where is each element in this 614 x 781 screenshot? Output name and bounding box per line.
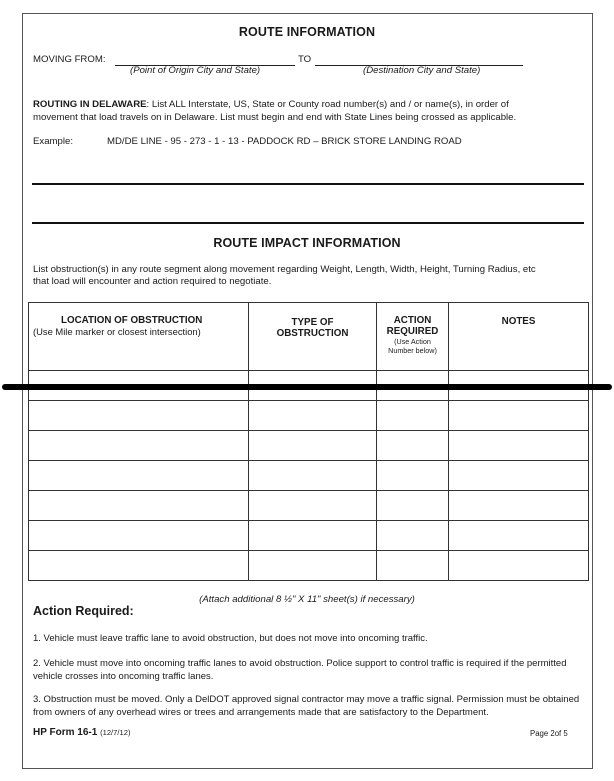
action-cell[interactable] — [377, 551, 449, 581]
strike-through-bar — [2, 384, 612, 390]
table-row — [29, 551, 589, 581]
routing-label: ROUTING IN DELAWARE — [33, 99, 147, 110]
table-row — [29, 521, 589, 551]
column-header-type — [249, 303, 377, 371]
route-information-title: ROUTE INFORMATION — [238, 25, 376, 39]
form-date: (12/7/12) — [100, 728, 131, 737]
action-cell[interactable] — [377, 401, 449, 431]
notes-cell[interactable] — [449, 521, 589, 551]
notes-cell[interactable] — [449, 401, 589, 431]
to-label: TO — [298, 54, 312, 65]
type-cell[interactable] — [249, 401, 377, 431]
impact-instructions-2: that load will encounter and action required to negotiate. — [33, 276, 272, 287]
table-row — [29, 431, 589, 461]
route-impact-title: ROUTE IMPACT INFORMATION — [213, 236, 401, 250]
column-header-location — [29, 303, 249, 371]
attach-note: (Attach additional 8 ½" X 11" sheet(s) if necessary) — [199, 594, 415, 605]
type-header-line-2: OBSTRUCTION — [276, 328, 349, 339]
routing-line-2[interactable] — [32, 222, 584, 224]
table-row — [29, 491, 589, 521]
action-item-2: 2. Vehicle must move into oncoming traffic lanes to avoid obstruction. Police support to control traffic is required if the permitted vehicle crosses into oncoming traffic lanes. — [33, 658, 567, 682]
location-cell[interactable] — [29, 521, 249, 551]
notes-cell[interactable] — [449, 551, 589, 581]
action-cell[interactable] — [377, 521, 449, 551]
form-id — [33, 727, 130, 738]
action-header-line-2: REQUIRED — [386, 326, 439, 337]
origin-hint: (Point of Origin City and State) — [130, 65, 261, 76]
column-header-notes — [449, 303, 589, 371]
location-header-subtitle: (Use Mile marker or closest intersection) — [33, 326, 201, 337]
location-cell[interactable] — [29, 401, 249, 431]
notes-cell[interactable] — [449, 461, 589, 491]
table-header-row — [29, 303, 589, 371]
location-cell[interactable] — [29, 491, 249, 521]
location-header-title: LOCATION OF OBSTRUCTION — [61, 315, 203, 326]
action-cell[interactable] — [377, 491, 449, 521]
type-cell[interactable] — [249, 521, 377, 551]
action-header-line-1: ACTION — [393, 315, 432, 326]
location-cell[interactable] — [29, 551, 249, 581]
type-cell[interactable] — [249, 431, 377, 461]
routing-instructions-line-1 — [33, 99, 509, 111]
action-item-1: 1. Vehicle must leave traffic lane to avoid obstruction, but does not move into oncoming traffic. — [33, 633, 428, 644]
form-name: HP Form 16-1 — [33, 727, 98, 738]
action-cell[interactable] — [377, 461, 449, 491]
routing-line-1[interactable] — [32, 183, 584, 185]
page-number: Page 2of 5 — [530, 729, 568, 738]
action-required-title: Action Required: — [33, 604, 134, 618]
type-cell[interactable] — [249, 491, 377, 521]
action-cell[interactable] — [377, 431, 449, 461]
table-row — [29, 461, 589, 491]
table-row — [29, 401, 589, 431]
notes-cell[interactable] — [449, 491, 589, 521]
column-header-action — [377, 303, 449, 371]
type-header-line-1: TYPE OF — [291, 317, 334, 328]
example-label: Example: — [33, 136, 73, 147]
action-item-3: 3. Obstruction must be moved. Only a DelDOT approved signal contractor may move a traffic signal. Permission must be obtained from owners of any overhead wires or trees and arrangements made that are satisfactory to the Department. — [33, 694, 580, 718]
example-value: MD/DE LINE - 95 - 273 - 1 - 13 - PADDOCK RD – BRICK STORE LANDING ROAD — [107, 136, 462, 147]
action-header-sub-2: Number below) — [388, 346, 437, 355]
impact-instructions-1: List obstruction(s) in any route segment along movement regarding Weight, Length, Width, Height, Turning Radius, etc — [33, 264, 536, 275]
type-cell[interactable] — [249, 461, 377, 491]
type-cell[interactable] — [249, 551, 377, 581]
destination-hint: (Destination City and State) — [363, 65, 481, 76]
location-cell[interactable] — [29, 461, 249, 491]
obstruction-table — [28, 302, 589, 581]
notes-cell[interactable] — [449, 431, 589, 461]
routing-text-1: : List ALL Interstate, US, State or County road number(s) and / or name(s), in order of — [146, 99, 509, 110]
notes-header: NOTES — [501, 316, 536, 327]
action-header-sub-1: (Use Action — [394, 337, 431, 346]
routing-instructions-line-2: movement that load travels on in Delaware. List must begin and end with State Lines being crossed as applicable. — [33, 112, 517, 123]
location-cell[interactable] — [29, 431, 249, 461]
moving-from-label: MOVING FROM: — [33, 54, 106, 65]
